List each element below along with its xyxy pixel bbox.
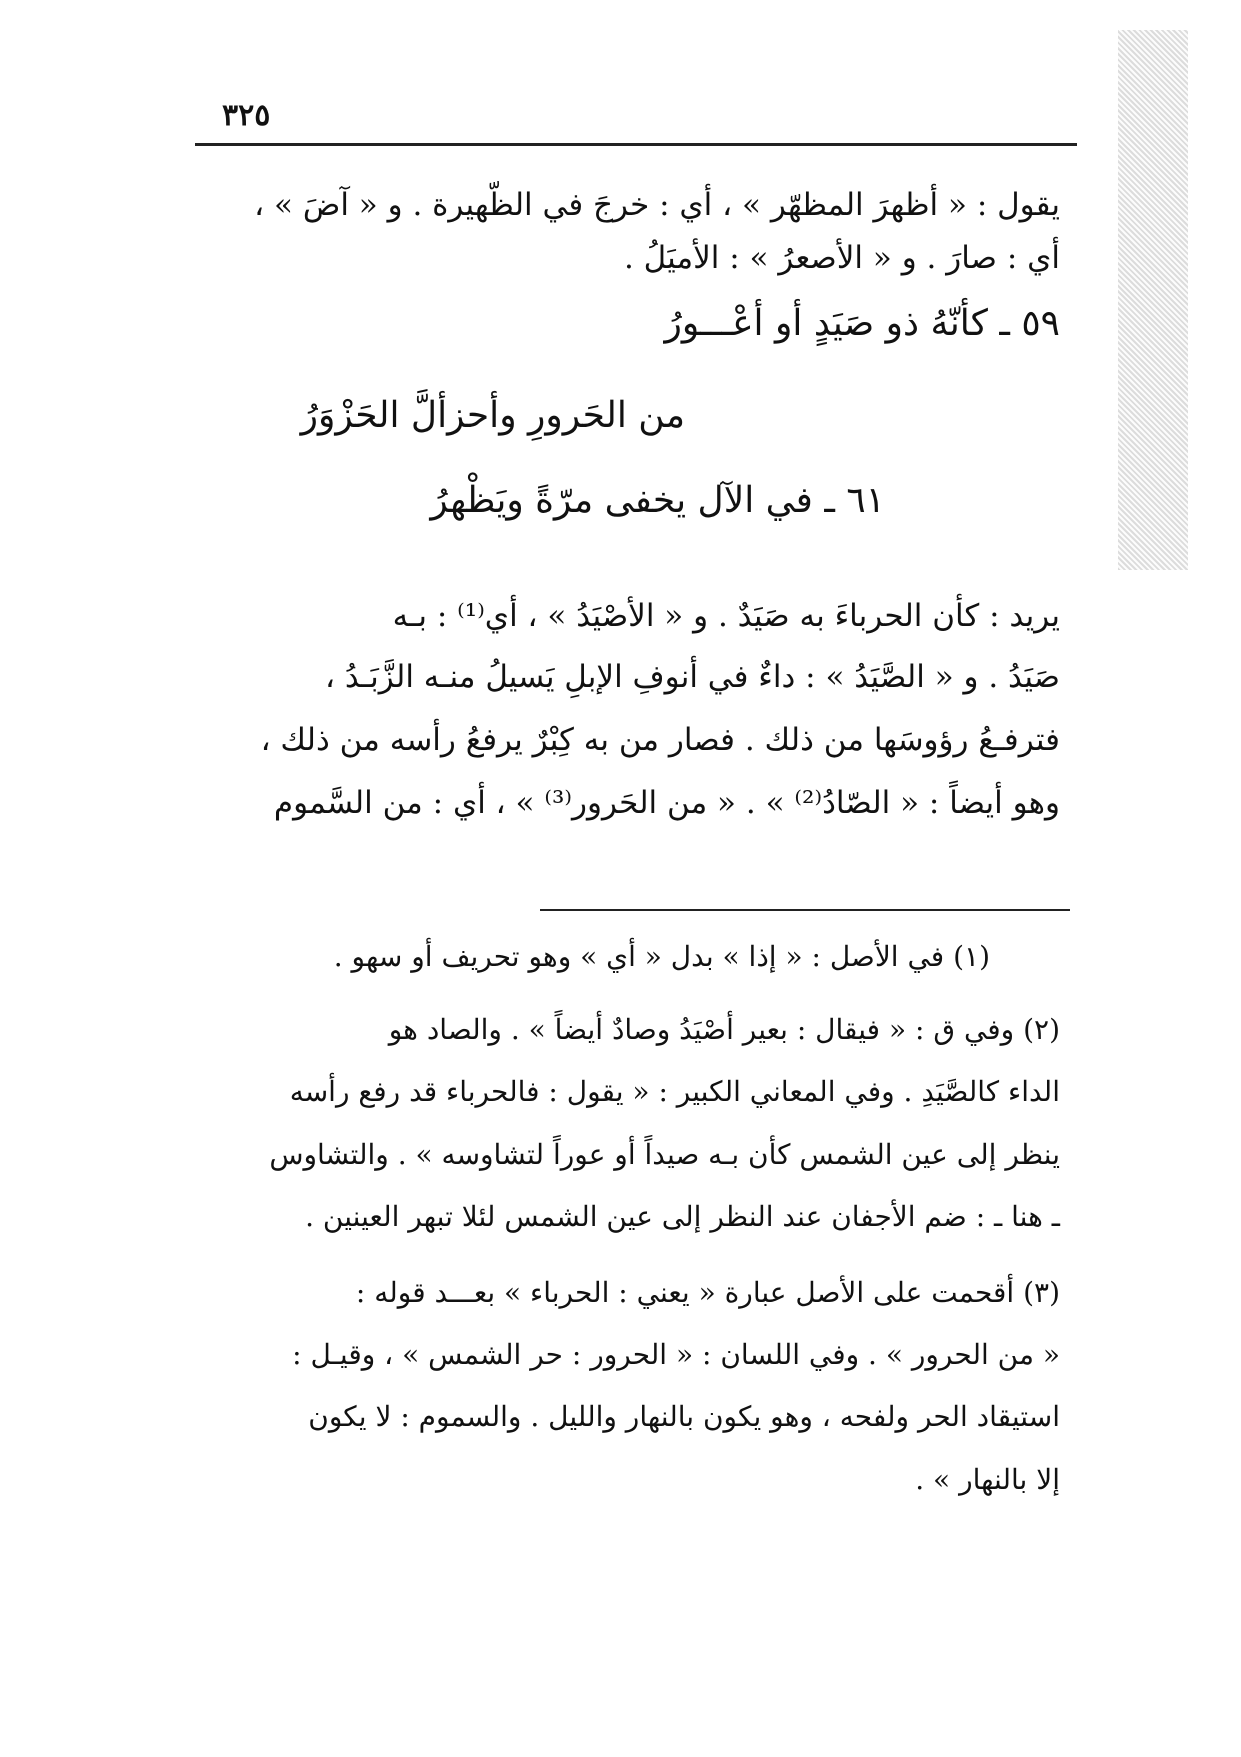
footnote-line: (٣) أقحمت على الأصل عبارة « يعني : الحرباء » بعـــد قوله : [355, 1276, 1060, 1309]
footnote-line: ـ هنا ـ : ضم الأجفان عند النظر إلى عين الشمس لئلا تبهر العينين . [305, 1200, 1060, 1233]
page-edge-shadow [1118, 30, 1188, 570]
footnote-line: « من الحرور » . وفي اللسان : « الحرور : حر الشمس » ، وقيـل : [292, 1338, 1060, 1371]
header-rule [195, 143, 1077, 146]
footnote-line: (١) في الأصل : « إذا » بدل « أي » وهو تحريف أو سهو . [333, 940, 990, 973]
commentary-line: أي : صارَ . و « الأصعرُ » : الأميَلُ . [623, 240, 1060, 276]
footnote-line: ينظر إلى عين الشمس كأن بـه صيداً أو عوراً لتشاوسه » . والتشاوس [269, 1138, 1060, 1171]
footnote-line: إلا بالنهار » . [915, 1463, 1060, 1496]
footnote-line: استيقاد الحر ولفحه ، وهو يكون بالنهار والليل . والسموم : لا يكون [308, 1400, 1060, 1433]
commentary-line: يقول : « أظهرَ المظهّر » ، أي : خرجَ في الظّهيرة . و « آضَ » ، [254, 187, 1060, 223]
commentary-line: وهو أيضاً : « الصّادُ⁽²⁾ » . « من الحَرور⁽³⁾ » ، أي : من السَّموم [273, 785, 1060, 821]
verse-line: ٥٩ ـ كأنّهُ ذو صَيَدٍ أو أعْـــورُ [664, 303, 1060, 344]
verse-line: من الحَرورِ وأحزألَّ الحَزْوَرُ [300, 395, 685, 436]
page-number: ٣٢٥ [222, 98, 271, 133]
footnote-line: (٢) وفي ق : « فيقال : بعير أصْيَدُ وصادٌ أيضاً » . والصاد هو [388, 1013, 1060, 1046]
footnote-line: الداء كالصَّيَدِ . وفي المعاني الكبير : « يقول : فالحرباء قد رفع رأسه [289, 1075, 1060, 1108]
commentary-line: يريد : كأن الحرباءَ به صَيَدٌ . و « الأصْيَدُ » ، أي⁽¹⁾ : بـه [392, 598, 1060, 634]
footnote-rule [540, 909, 1070, 911]
commentary-line: صَيَدُ . و « الصَّيَدُ » : داءٌ في أنوفِ الإبلِ يَسيلُ منـه الزَّبَـدُ ، [324, 659, 1060, 695]
verse-line: ٦١ ـ في الآل يخفى مرّةً ويَظْهرُ [430, 480, 885, 521]
commentary-line: فترفـعُ رؤوسَها من ذلك . فصار من به كِبْرٌ يرفعُ رأسه من ذلك ، [260, 722, 1060, 758]
